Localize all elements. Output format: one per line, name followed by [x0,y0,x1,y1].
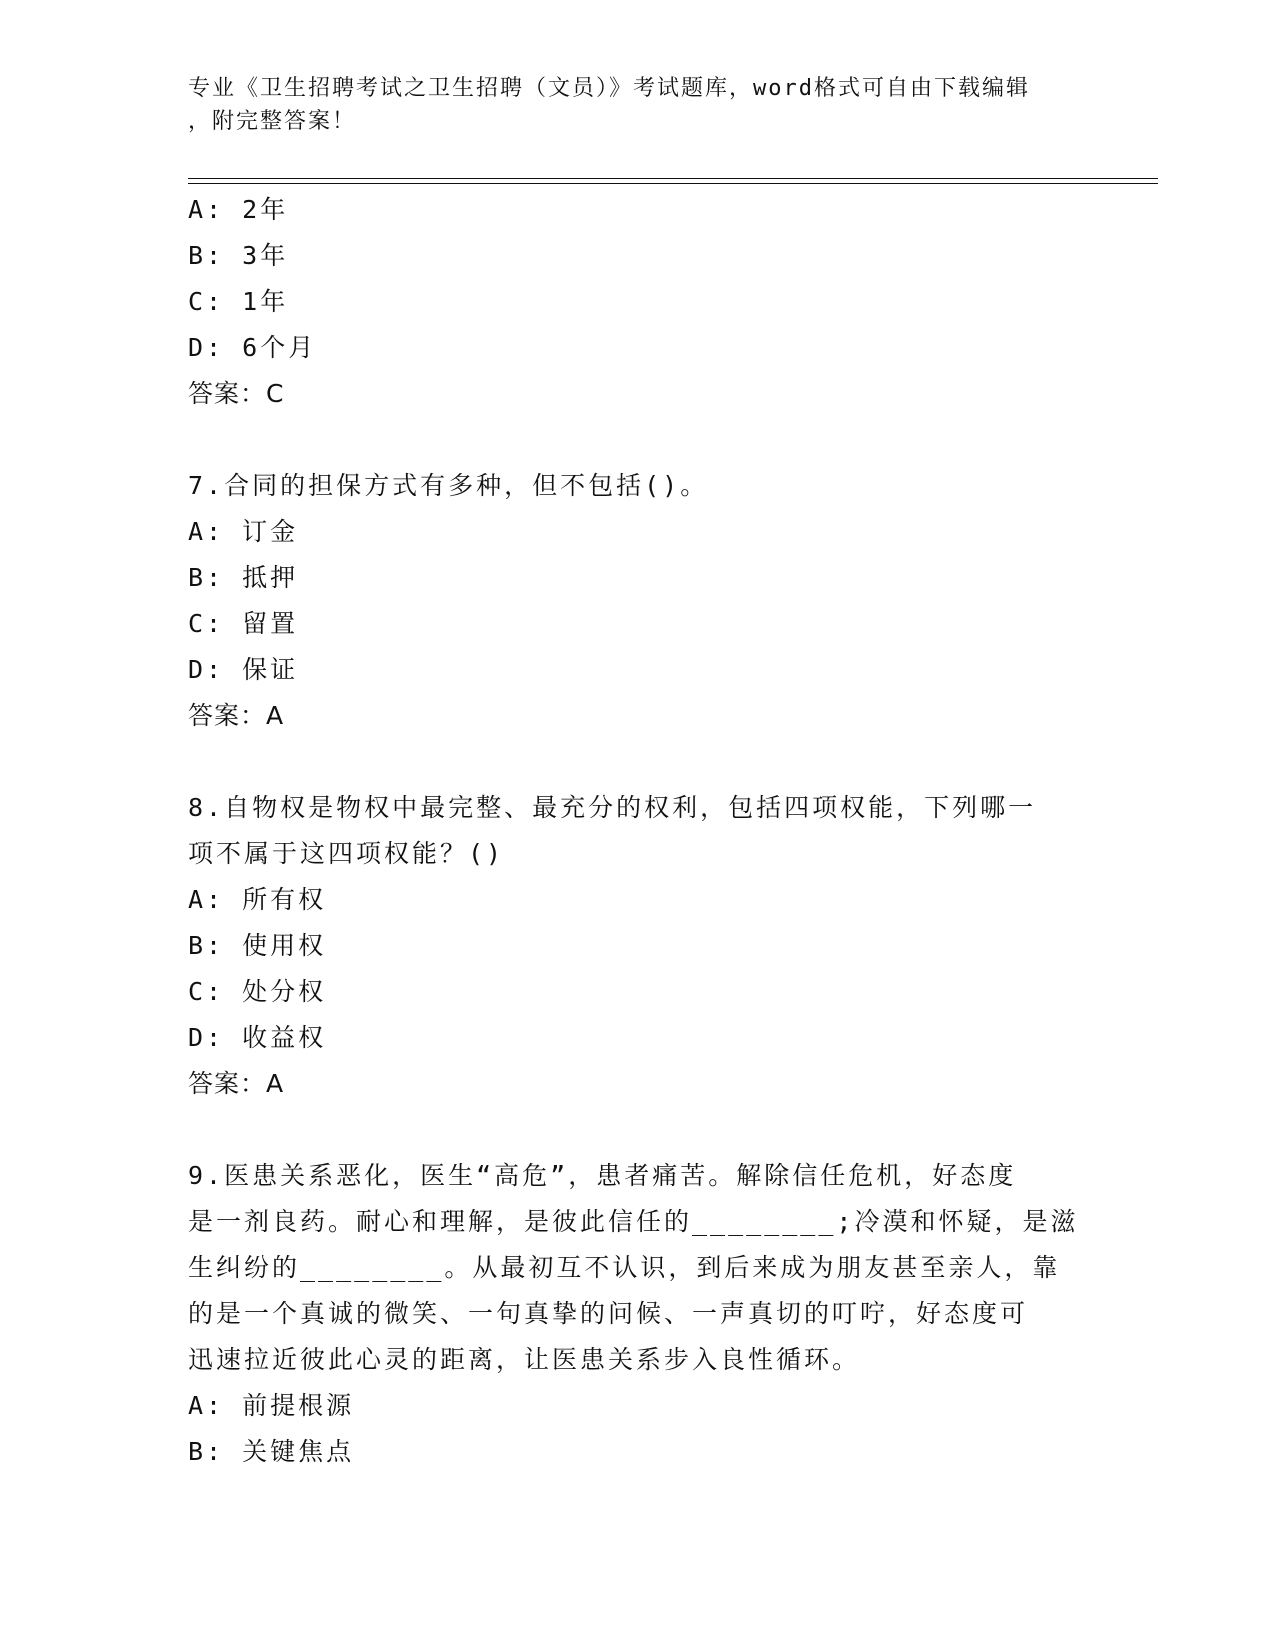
spacer [188,1107,1108,1153]
answer: 答案：A [188,1069,285,1098]
question-text-line-1: 9.医患关系恶化，医生“高危”，患者痛苦。解除信任危机，好态度 [188,1161,1017,1190]
question-text-line-2: 项不属于这四项权能？() [188,839,505,868]
document-header [188,72,1088,138]
question-7 [188,463,1108,739]
option-b: B: 3年 [188,241,289,270]
answer: 答案：C [188,379,285,408]
question-text: 7.合同的担保方式有多种，但不包括()。 [188,471,709,500]
option-a: A: 订金 [188,517,299,546]
header-divider-top [188,178,1158,179]
question-text-line-3: 生纠纷的________。从最初互不认识，到后来成为朋友甚至亲人，靠 [188,1253,1061,1282]
option-c: C: 处分权 [188,977,327,1006]
option-b: B: 关键焦点 [188,1437,355,1466]
option-b: B: 抵押 [188,563,299,592]
header-line-1: 专业《卫生招聘考试之卫生招聘（文员）》考试题库，word格式可自由下载编辑 [188,76,1030,101]
answer: 答案：A [188,701,285,730]
option-a: A: 前提根源 [188,1391,355,1420]
option-c: C: 留置 [188,609,299,638]
question-text-line-5: 迅速拉近彼此心灵的距离，让医患关系步入良性循环。 [188,1345,861,1374]
question-text-line-2: 是一剂良药。耐心和理解，是彼此信任的________;冷漠和怀疑，是滋 [188,1207,1079,1236]
option-a: A: 2年 [188,195,289,224]
question-list [188,187,1108,1475]
option-c: C: 1年 [188,287,289,316]
option-d: D: 收益权 [188,1023,327,1052]
question-text-line-1: 8.自物权是物权中最完整、最充分的权利，包括四项权能，下列哪一 [188,793,1037,822]
spacer [188,739,1108,785]
header-divider-bottom [188,183,1158,184]
header-line-2: ，附完整答案！ [188,109,357,134]
question-8 [188,785,1108,1107]
option-d: D: 6个月 [188,333,317,362]
question-9 [188,1153,1108,1475]
option-b: B: 使用权 [188,931,327,960]
question-6 [188,187,1108,417]
spacer [188,417,1108,463]
option-a: A: 所有权 [188,885,327,914]
question-text-line-4: 的是一个真诚的微笑、一句真挚的问候、一声真切的叮咛，好态度可 [188,1299,1029,1328]
option-d: D: 保证 [188,655,299,684]
